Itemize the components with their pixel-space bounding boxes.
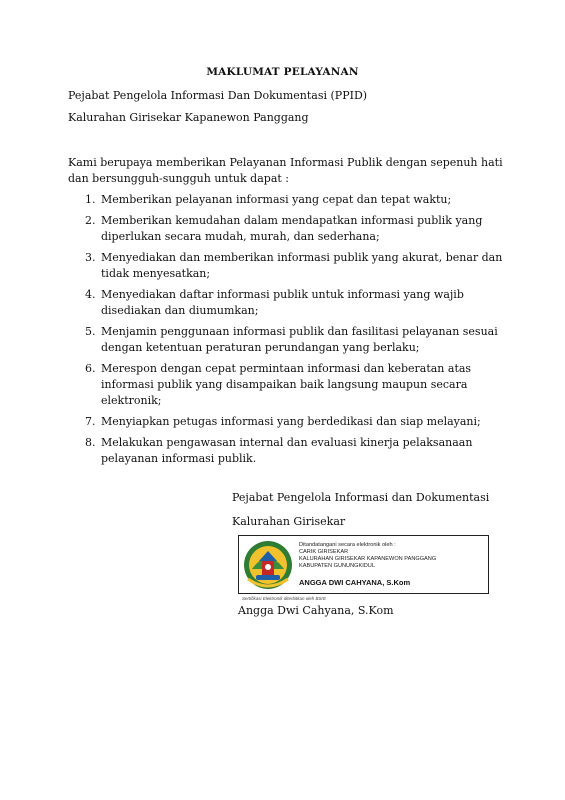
- list-item: 4. Menyediakan daftar informasi publik untuk informasi yang wajib disediakan dan diumumkan;: [85, 288, 464, 317]
- signature-position: CARIK GIRISEKAR: [299, 549, 349, 555]
- signature-box-name: ANGGA DWI CAHYANA, S.Kom: [299, 578, 411, 587]
- list-item: 1. Memberikan pelayanan informasi yang cepat dan tepat waktu;: [85, 193, 452, 206]
- document-title: MAKLUMAT PELAYANAN: [206, 66, 359, 78]
- regency-emblem-icon: [242, 539, 294, 591]
- commitment-list: [68, 192, 508, 472]
- signature-statement: Ditandatangani secara elektronik oleh :: [299, 542, 396, 548]
- signature-regency: KABUPATEN GUNUNGKIDUL: [299, 563, 375, 569]
- list-item: 3. Menyediakan dan memberikan informasi publik yang akurat, benar dan tidak menyesatkan;: [85, 251, 503, 280]
- signature-office: KALURAHAN GIRISEKAR KAPANEWON PANGGANG: [299, 556, 437, 562]
- header-line-ppid: Pejabat Pengelola Informasi Dan Dokumentasi (PPID): [68, 89, 368, 102]
- electronic-signature-box: [238, 535, 489, 594]
- list-item: 2. Memberikan kemudahan dalam mendapatkan informasi publik yang diperlukan secara mudah, murah, dan sederhana;: [85, 214, 483, 243]
- list-item: 5. Menjamin penggunaan informasi publik dan fasilitasi pelayanan sesuai dengan ketentuan peraturan perundangan yang berlaku;: [85, 325, 498, 354]
- signature-details: [299, 542, 436, 570]
- signatory-name: Angga Dwi Cahyana, S.Kom: [238, 604, 394, 617]
- intro-paragraph: Kami berupaya memberikan Pelayanan Informasi Publik dengan sepenuh hati dan bersungguh-sungguh untuk dapat :: [68, 156, 503, 185]
- signatory-org-line: Pejabat Pengelola Informasi dan Dokumentasi: [232, 491, 490, 504]
- list-item: 8. Melakukan pengawasan internal dan evaluasi kinerja pelaksanaan pelayanan informasi publik.: [85, 436, 473, 465]
- signatory-kalurahan-line: Kalurahan Girisekar: [232, 515, 346, 528]
- list-item: 7. Menyiapkan petugas informasi yang berdedikasi dan siap melayani;: [85, 415, 481, 428]
- certificate-note: Sertifikasi Elektronik diterbitkan oleh BSrE: [242, 596, 327, 601]
- list-item: 6. Merespon dengan cepat permintaan informasi dan keberatan atas informasi publik yang disampaikan baik langsung maupun secara elektronik;: [85, 362, 472, 407]
- header-line-kalurahan: Kalurahan Girisekar Kapanewon Panggang: [68, 111, 309, 124]
